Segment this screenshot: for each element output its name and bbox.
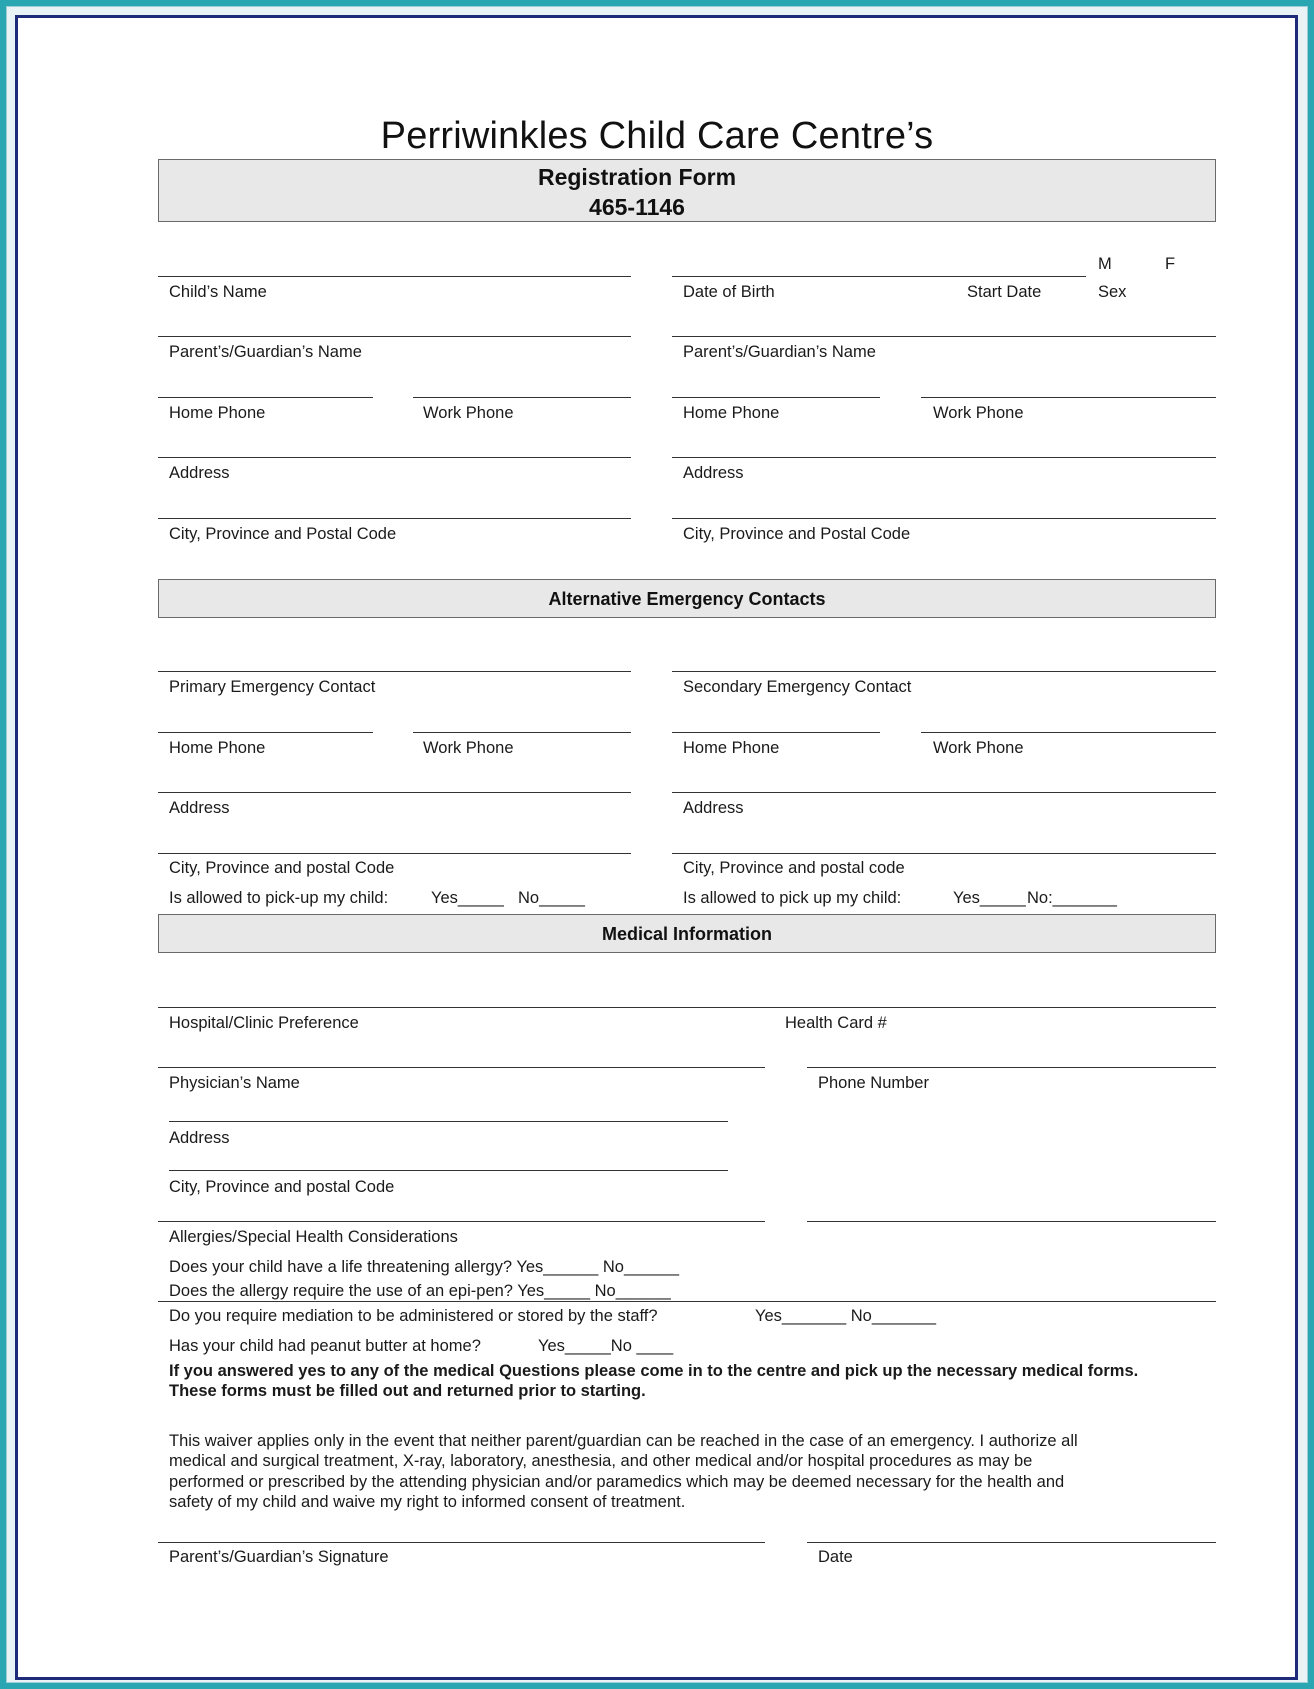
- peanut-question: Has your child had peanut butter at home?: [169, 1337, 481, 1355]
- signature-label: Parent’s/Guardian’s Signature: [169, 1548, 389, 1566]
- secondary-home-phone-line[interactable]: [672, 732, 880, 733]
- primary-pickup-label: Is allowed to pick-up my child:: [169, 889, 389, 907]
- guardian-right-home-phone-line[interactable]: [672, 397, 880, 398]
- secondary-contact-label: Secondary Emergency Contact: [683, 678, 912, 696]
- guardian-right-name-line[interactable]: [672, 336, 1216, 337]
- childs-name-line[interactable]: [158, 276, 631, 277]
- page-title: Perriwinkles Child Care Centre’s: [380, 115, 934, 157]
- waiver-line-3: performed or prescribed by the attending physician and/or paramedics which may be deemed necessary for the health and: [169, 1473, 1065, 1491]
- form-phone: 465-1146: [589, 194, 685, 220]
- primary-home-phone-line[interactable]: [158, 732, 373, 733]
- guardian-left-name-line[interactable]: [158, 336, 631, 337]
- start-date-label: Start Date: [967, 283, 1042, 301]
- guardian-left-address-line[interactable]: [158, 457, 631, 458]
- guardian-right-city-line[interactable]: [672, 518, 1216, 519]
- medical-city-label: City, Province and postal Code: [169, 1178, 395, 1196]
- health-card-label: Health Card #: [785, 1014, 887, 1032]
- guardian-left-name-label: Parent’s/Guardian’s Name: [169, 343, 362, 361]
- primary-work-phone-label: Work Phone: [423, 739, 514, 757]
- phone-number-label: Phone Number: [818, 1074, 929, 1092]
- guardian-left-city-label: City, Province and Postal Code: [169, 525, 397, 543]
- registration-header-box: [158, 159, 1216, 222]
- phone-number-line[interactable]: [807, 1067, 1216, 1068]
- medication-question: Do you require mediation to be administered or stored by the staff?: [169, 1307, 658, 1325]
- medical-section-title: Medical Information: [601, 924, 772, 944]
- guardian-left-work-phone-line[interactable]: [413, 397, 631, 398]
- secondary-work-phone-label: Work Phone: [933, 739, 1024, 757]
- dob-label: Date of Birth: [683, 283, 775, 301]
- primary-pickup-yes[interactable]: Yes_____: [431, 889, 504, 907]
- secondary-address-label: Address: [683, 799, 744, 817]
- guardian-right-address-line[interactable]: [672, 457, 1216, 458]
- waiver-line-2: medical and surgical treatment, X-ray, laboratory, anesthesia, and other medical and/or hospital procedures as may be: [169, 1452, 1033, 1470]
- secondary-pickup-yes[interactable]: Yes_____: [953, 889, 1026, 907]
- hospital-healthcard-line[interactable]: [158, 1007, 1216, 1008]
- guardian-left-home-phone-line[interactable]: [158, 397, 373, 398]
- waiver-line-1: This waiver applies only in the event that neither parent/guardian can be reached in the case of an emergency. I authorize all: [169, 1432, 1078, 1450]
- guardian-left-work-phone-label: Work Phone: [423, 404, 514, 422]
- primary-home-phone-label: Home Phone: [169, 739, 266, 757]
- primary-contact-label: Primary Emergency Contact: [169, 678, 376, 696]
- primary-pickup-no[interactable]: No_____: [518, 889, 585, 907]
- sex-label: Sex: [1098, 283, 1127, 301]
- secondary-pickup-label: Is allowed to pick up my child:: [683, 889, 902, 907]
- hospital-label: Hospital/Clinic Preference: [169, 1014, 359, 1032]
- secondary-city-label: City, Province and postal code: [683, 859, 905, 877]
- signature-line[interactable]: [158, 1542, 765, 1543]
- emergency-section-title: Alternative Emergency Contacts: [548, 589, 826, 609]
- notice-line-2: These forms must be filled out and returned prior to starting.: [169, 1382, 646, 1400]
- peanut-answer[interactable]: Yes_____No ____: [538, 1337, 674, 1355]
- guardian-right-home-phone-label: Home Phone: [683, 404, 780, 422]
- medical-address-label: Address: [169, 1129, 230, 1147]
- notice-line-1: If you answered yes to any of the medical Questions please come in to the centre and pick up the necessary medical forms.: [169, 1362, 1139, 1380]
- guardian-right-city-label: City, Province and Postal Code: [683, 525, 911, 543]
- secondary-contact-line[interactable]: [672, 671, 1216, 672]
- guardian-right-work-phone-line[interactable]: [921, 397, 1216, 398]
- primary-work-phone-line[interactable]: [413, 732, 631, 733]
- primary-address-label: Address: [169, 799, 230, 817]
- primary-contact-line[interactable]: [158, 671, 631, 672]
- physician-label: Physician’s Name: [169, 1074, 300, 1092]
- allergies-left-line[interactable]: [158, 1221, 765, 1222]
- form-name: Registration Form: [537, 164, 737, 190]
- questions-divider: [158, 1301, 1216, 1302]
- secondary-work-phone-line[interactable]: [921, 732, 1216, 733]
- secondary-address-line[interactable]: [672, 792, 1216, 793]
- sex-female-option[interactable]: F: [1165, 255, 1176, 273]
- sex-male-option[interactable]: M: [1098, 255, 1112, 273]
- waiver-line-4: safety of my child and waive my right to informed consent of treatment.: [169, 1493, 686, 1511]
- epipen-question: Does the allergy require the use of an epi-pen? Yes_____ No______: [169, 1282, 671, 1300]
- physician-line[interactable]: [158, 1067, 765, 1068]
- dob-start-line[interactable]: [672, 276, 1086, 277]
- guardian-right-name-label: Parent’s/Guardian’s Name: [683, 343, 876, 361]
- medical-address-line[interactable]: [169, 1121, 728, 1122]
- medication-answer[interactable]: Yes_______ No_______: [755, 1307, 937, 1325]
- allergy-question: Does your child have a life threatening allergy? Yes______ No______: [169, 1258, 680, 1276]
- guardian-left-address-label: Address: [169, 464, 230, 482]
- date-label: Date: [818, 1548, 853, 1566]
- primary-address-line[interactable]: [158, 792, 631, 793]
- guardian-left-city-line[interactable]: [158, 518, 631, 519]
- secondary-home-phone-label: Home Phone: [683, 739, 780, 757]
- guardian-left-home-phone-label: Home Phone: [169, 404, 266, 422]
- guardian-right-address-label: Address: [683, 464, 744, 482]
- primary-city-label: City, Province and postal Code: [169, 859, 395, 877]
- secondary-city-line[interactable]: [672, 853, 1216, 854]
- childs-name-label: Child’s Name: [169, 283, 267, 301]
- allergies-right-line[interactable]: [807, 1221, 1216, 1222]
- secondary-pickup-no[interactable]: No:_______: [1027, 889, 1117, 907]
- primary-city-line[interactable]: [158, 853, 631, 854]
- date-line[interactable]: [807, 1542, 1216, 1543]
- guardian-right-work-phone-label: Work Phone: [933, 404, 1024, 422]
- medical-city-line[interactable]: [169, 1170, 728, 1171]
- allergies-label: Allergies/Special Health Considerations: [169, 1228, 458, 1246]
- emergency-section-header: [158, 579, 1216, 618]
- medical-section-header: [158, 914, 1216, 953]
